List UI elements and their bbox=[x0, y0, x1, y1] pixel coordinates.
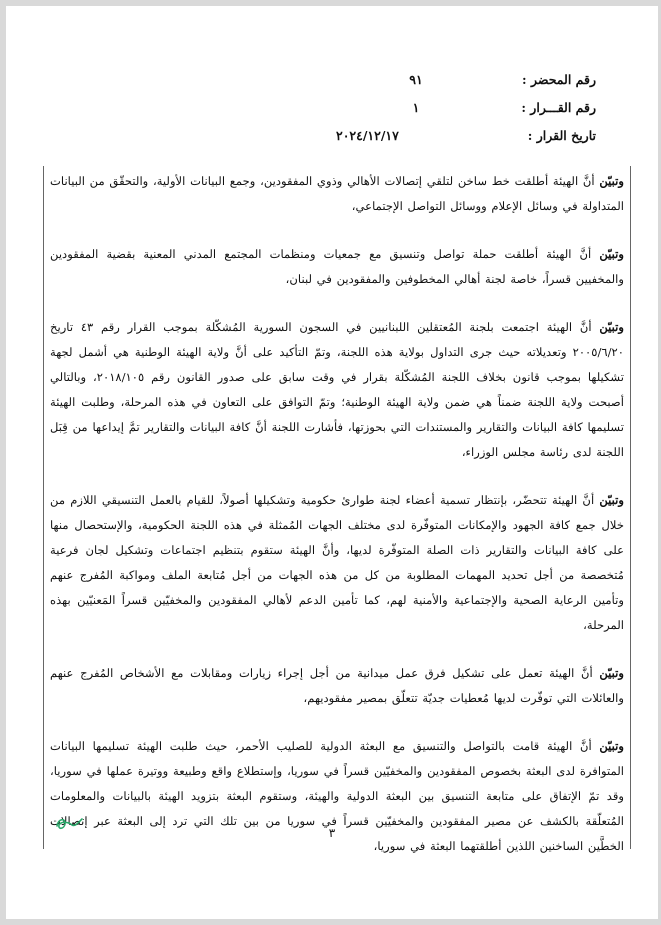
decision-date-label: تاريخ القرار : bbox=[527, 128, 596, 143]
decision-number-row bbox=[296, 100, 596, 128]
paragraph-text: أنَّ الهيئة اجتمعت بلجنة المُعتقلين اللبنانيين في السجون السورية المُشكّلة بموجب القرار رقم ٤٣ تاريخ ٢٠٠٥/٦/٢٠ وتعديلاته حيث جرى التداول بولاية هذه اللجنة، وتمّ التأكيد على أنَّ ولاية الهيئة الوطنية هي أشمل لجهة تشكيلها بموجب قانون بخلاف اللجنة المُشكّلة بقرار في وقت سابق على صدور القانون رقم ٢٠١٨/١٠٥، وبالتالي أصبحت ولاية اللجنة ضمناً هي ضمن ولاية الهيئة الوطنية؛ وتمّ التوافق على التعاون في هذه المرحلة، وطلبت الهيئة تسليمها كافة البيانات والتقارير والمستندات التي بحوزتها، فأشارت اللجنة أنَّ كافة البيانات والتقارير تمَّ إيداعها من قِبَل اللجنة لدى رئاسة مجلس الوزراء، bbox=[50, 320, 624, 459]
decision-date-row bbox=[296, 128, 596, 156]
minutes-number-label: رقم المحضر : bbox=[522, 72, 596, 87]
paragraph bbox=[50, 661, 624, 711]
decision-date-value: ٢٠٢٤/١٢/١٧ bbox=[336, 128, 399, 143]
paragraph-lead: وتبيّن bbox=[599, 320, 624, 334]
paragraph bbox=[50, 315, 624, 465]
paragraph bbox=[50, 169, 624, 219]
paragraph-lead: وتبيّن bbox=[599, 666, 624, 680]
paragraph-lead: وتبيّن bbox=[599, 247, 624, 261]
paragraph-lead: وتبيّن bbox=[599, 493, 624, 507]
decision-header bbox=[296, 72, 596, 156]
minutes-number-value: ٩١ bbox=[409, 72, 423, 87]
paragraph bbox=[50, 488, 624, 638]
paragraph-text: أنَّ الهيئة قامت بالتواصل والتنسيق مع البعثة الدولية للصليب الأحمر، حيث طلبت الهيئة تسليمها البيانات المتوافرة لدى البعثة بخصوص المفقودين والمخفيّين قسراً في سوريا، وإستطلاع واقع وطبيعة ووتيرة عملها في سوريا، وقد تمّ الإتفاق على متابعة التنسيق بين البعثة الدولية والهيئة، وستقوم البعثة بتزويد الهيئة بالبيانات والمعلومات المُتعلّقة بالكشف عن مصير المفقودين والمخفيّين قسراً في سوريا من بين تلك التي ترد إلى البعثة عبر إتصالات الخطَّين الساخنين اللذين أطلقتهما البعثة في سوريا، bbox=[50, 739, 624, 853]
paragraph bbox=[50, 734, 624, 859]
body-frame bbox=[43, 166, 631, 853]
decision-number-label: رقم القـــرار : bbox=[521, 100, 596, 115]
paragraph-lead: وتبيّن bbox=[599, 739, 624, 753]
document-page bbox=[6, 6, 658, 919]
paragraph-text: أنَّ الهيئة تعمل على تشكيل فرق عمل ميدانية من أجل إجراء زيارات ومقابلات مع الأشخاص المُفرج عنهم والعائلات التي توفّرت لديها مُعطيات جديّة تتعلّق بمصير مفقوديهم، bbox=[50, 666, 624, 705]
page-number: ٣ bbox=[328, 826, 336, 840]
paragraph bbox=[50, 242, 624, 292]
decision-number-value: ١ bbox=[412, 100, 420, 115]
paragraph-lead: وتبيّن bbox=[599, 174, 624, 188]
paragraph-text: أنَّ الهيئة أطلقت خط ساخن لتلقي إتصالات الأهالي وذوي المفقودين، وجمع البيانات الأولية، والتحقّق من البيانات المتداولة في وسائل الإعلام ووسائل التواصل الإجتماعي، bbox=[50, 174, 624, 213]
paragraph-text: أنَّ الهيئة تتحضّر، بإنتظار تسمية أعضاء لجنة طوارئ حكومية وتشكيلها أصولاً، للقيام بالعمل التنسيقي اللازم من خلال جمع كافة الجهود والإمكانات المتوفّرة لدى مختلف الجهات المُمثلة في هذه اللجنة الحكومية، والإستحصال منها على كافة البيانات والتقارير ذات الصلة المتوفّرة لديها، وأنَّ الهيئة ستقوم بتنظيم اجتماعات وتشكيل لجان فرعية مُتخصصة من أجل تحديد المهمات المطلوبة من كل من هذه الجهات من أجل مُتابعة الملف ومواكبة المُفرج عنهم وتأمين الرعاية الصحية والإجتماعية والأمنية لهم، كما تأمين الدعم لأهالي المفقودين والمخفيّين قسراً المَعنيّين بهذه المرحلة، bbox=[50, 493, 624, 632]
paragraph-text: أنَّ الهيئة أطلقت حملة تواصل وتنسيق مع جمعيات ومنظمات المجتمع المدني المعنية بقضية المفقودين والمخفيين قسراً، خاصة لجنة أهالي المخطوفين والمفقودين في لبنان، bbox=[50, 247, 624, 286]
minutes-number-row bbox=[296, 72, 596, 100]
